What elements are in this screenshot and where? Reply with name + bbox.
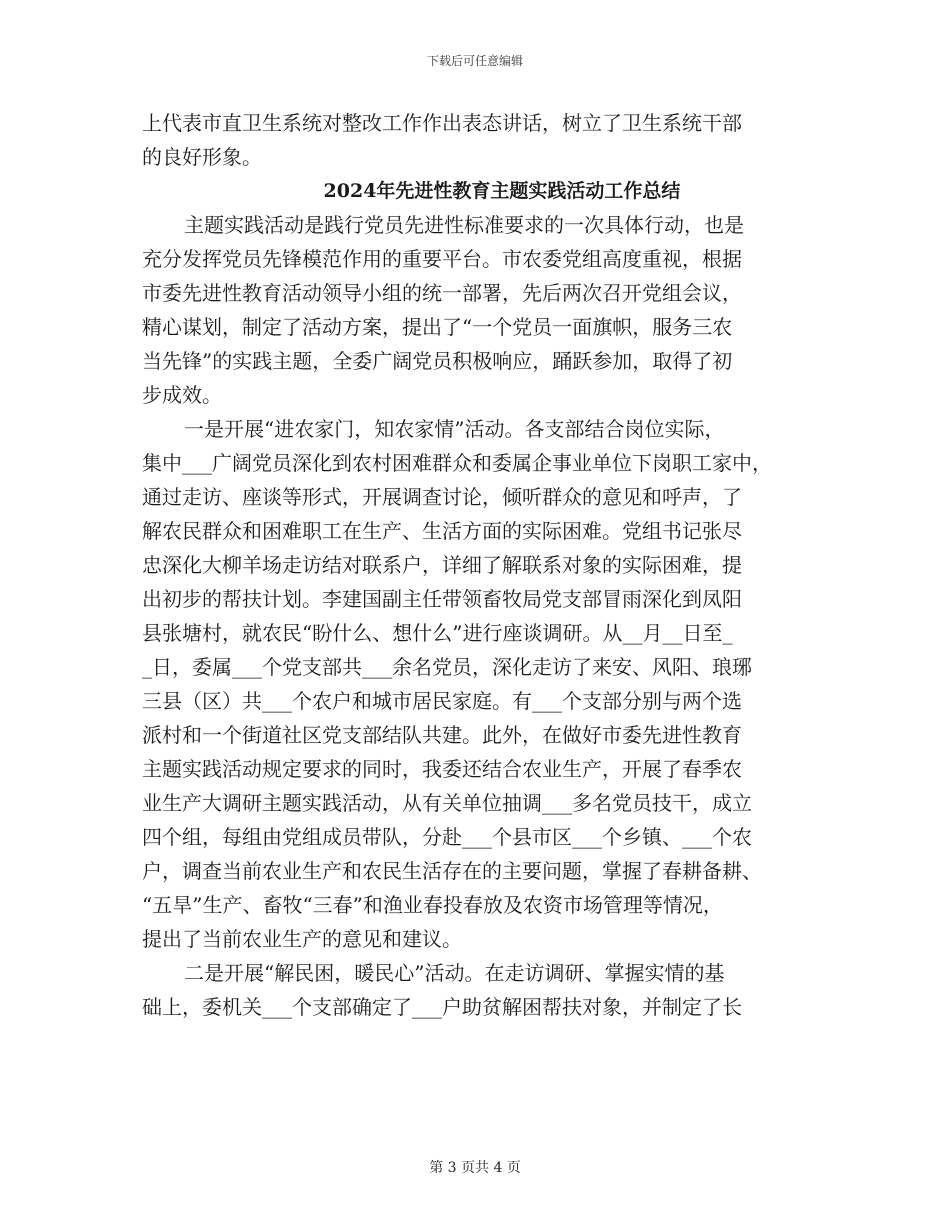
text-line: 解农民群众和困难职工在生产、生活方面的实际困难。党组书记张尽 — [142, 519, 742, 543]
paragraph-first-line: 主题实践活动是践行党员先进性标准要求的一次具体行动，也是 — [184, 213, 744, 237]
text-line: 三县（区）共___个农户和城市居民家庭。有___个支部分别与两个选 — [142, 689, 742, 713]
text-line: 县张塘村，就农民“盼什么、想什么”进行座谈调研。从__月__日至_ — [142, 621, 733, 645]
text-line: 提出了当前农业生产的意见和建议。 — [142, 927, 462, 951]
text-line: 充分发挥党员先锋模范作用的重要平台。市农委党组高度重视，根据 — [142, 247, 742, 271]
text-line: 步成效。 — [142, 383, 222, 407]
text-line: 础上，委机关___个支部确定了___户助贫解困帮扶对象，并制定了长 — [142, 995, 742, 1019]
text-line: “五旱”生产、畜牧“三春”和渔业春投春放及农资市场管理等情况， — [142, 893, 723, 917]
paragraph-first-line: 一是开展“进农家门，知农家情”活动。各支部结合岗位实际， — [184, 417, 725, 441]
section-title: 2024年先进性教育主题实践活动工作总结 — [323, 180, 681, 202]
text-line: 上代表市直卫生系统对整改工作作出表态讲话，树立了卫生系统干部 — [142, 111, 742, 135]
page-header: 下载后可任意编辑 — [426, 54, 523, 68]
text-line: 户，调查当前农业生产和农民生活存在的主要问题，掌握了春耕备耕、 — [142, 859, 762, 883]
text-line: 当先锋”的实践主题，全委广阔党员积极响应，踊跃参加，取得了初 — [142, 349, 733, 373]
text-line: 通过走访、座谈等形式，开展调查讨论，倾听群众的意见和呼声，了 — [142, 485, 742, 509]
text-line: 忠深化大柳羊场走访结对联系户，详细了解联系对象的实际困难，提 — [142, 553, 742, 577]
document-body — [142, 106, 818, 1024]
page-footer: 第 3 页共 4 页 — [429, 1160, 521, 1176]
text-line: 的良好形象。 — [142, 145, 262, 169]
text-line: 精心谋划，制定了活动方案，提出了“一个党员一面旗帜，服务三农 — [142, 315, 733, 339]
paragraph-first-line: 二是开展“解民困，暖民心”活动。在走访调研、掌握实情的基 — [184, 961, 725, 985]
text-line: 业生产大调研主题实践活动，从有关单位抽调___多名党员技干，成立 — [142, 791, 752, 815]
text-line: 主题实践活动规定要求的同时，我委还结合农业生产，开展了春季农 — [142, 757, 742, 781]
text-line: _日，委属___个党支部共___余名党员，深化走访了来安、风阳、琅琊 — [142, 655, 752, 679]
text-line: 四个组，每组由党组成员带队，分赴___个县市区___个乡镇、___个农 — [142, 825, 752, 849]
text-line: 集中___广阔党员深化到农村困难群众和委属企事业单位下岗职工家中， — [142, 451, 772, 475]
text-line: 市委先进性教育活动领导小组的统一部署，先后两次召开党组会议， — [142, 281, 742, 305]
text-line: 出初步的帮扶计划。李建国副主任带领畜牧局党支部冒雨深化到凤阳 — [142, 587, 742, 611]
text-line: 派村和一个街道社区党支部结队共建。此外，在做好市委先进性教育 — [142, 723, 742, 747]
